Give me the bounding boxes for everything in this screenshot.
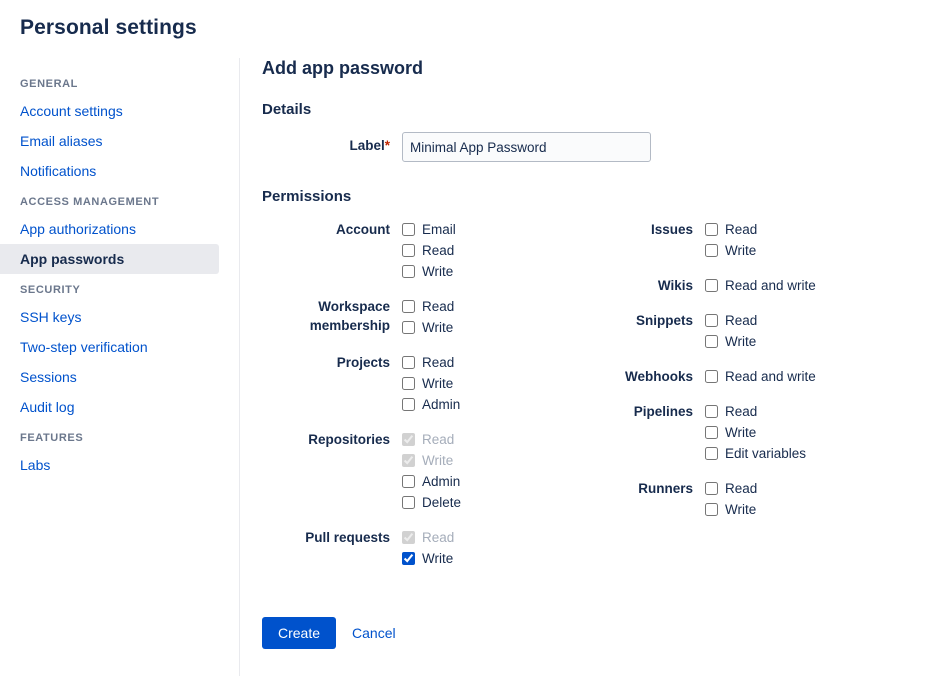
permission-options: [705, 219, 895, 261]
checkbox-label-account-read: Read: [422, 243, 455, 258]
permission-group-label: Repositories: [308, 432, 390, 447]
checkbox-issues-read[interactable]: [705, 223, 718, 236]
checkbox-label-issues-read: Read: [725, 222, 758, 237]
label-input[interactable]: [402, 132, 651, 162]
sidebar-item-labs[interactable]: Labs: [20, 457, 51, 473]
checkbox-snippets-read[interactable]: [705, 314, 718, 327]
label-field-label: [262, 132, 402, 153]
permission-group: [595, 401, 895, 464]
checkbox-label-runners-read: Read: [725, 481, 758, 496]
permission-option-row: [705, 275, 895, 296]
sidebar-group-title: SECURITY: [20, 284, 81, 296]
checkbox-repositories-write: [402, 454, 415, 467]
cancel-button[interactable]: Cancel: [348, 617, 400, 649]
sidebar-item-app-passwords[interactable]: App passwords: [0, 244, 219, 274]
permission-group-label: Wikis: [657, 278, 693, 293]
checkbox-label-repositories-delete: Delete: [422, 495, 462, 510]
checkbox-wikis-read-and-write[interactable]: [705, 279, 718, 292]
permission-group-label: Runners: [638, 481, 693, 496]
label-field-text: Label: [349, 138, 385, 153]
permission-options: [705, 310, 895, 352]
sidebar-group-title: FEATURES: [20, 432, 84, 444]
permissions-column-left: [262, 219, 595, 583]
permission-option-row: [705, 478, 895, 499]
checkbox-label-projects-read: Read: [422, 355, 455, 370]
form-actions: [262, 617, 916, 649]
checkbox-label-pull-requests-write: Write: [422, 551, 454, 566]
permission-option-row: [402, 450, 595, 471]
checkbox-runners-read[interactable]: [705, 482, 718, 495]
checkbox-label-pipelines-edit-variables: Edit variables: [725, 446, 807, 461]
sidebar-item-app-authorizations[interactable]: App authorizations: [20, 221, 136, 237]
checkbox-label-pipelines-read: Read: [725, 404, 758, 419]
checkbox-label-runners-write: Write: [725, 502, 757, 517]
permission-group: [262, 352, 595, 415]
required-asterisk: *: [384, 138, 390, 153]
permission-group: [595, 275, 895, 296]
checkbox-runners-write[interactable]: [705, 503, 718, 516]
permission-group-label: Account: [336, 222, 390, 237]
permission-option-row: [402, 219, 595, 240]
details-section-title: Details: [262, 101, 312, 118]
permission-option-row: [705, 443, 895, 464]
checkbox-repositories-delete[interactable]: [402, 496, 415, 509]
permission-options: [402, 352, 595, 415]
permission-group-label: Pull requests: [305, 530, 390, 545]
permission-group-label: Snippets: [635, 313, 693, 328]
permission-option-row: [402, 261, 595, 282]
permission-group: [262, 296, 595, 338]
checkbox-label-webhooks-read-and-write: Read and write: [725, 369, 816, 384]
checkbox-account-write[interactable]: [402, 265, 415, 278]
checkbox-label-pull-requests-read: Read: [422, 530, 455, 545]
permission-option-row: [402, 352, 595, 373]
permissions-column-right: [595, 219, 895, 583]
permission-group: [262, 527, 595, 569]
permission-option-row: [402, 373, 595, 394]
checkbox-projects-admin[interactable]: [402, 398, 415, 411]
permission-group: [262, 219, 595, 282]
checkbox-label-repositories-write: Write: [422, 453, 454, 468]
permission-group-label: Issues: [650, 222, 693, 237]
permission-options: [705, 401, 895, 464]
sidebar-item-account-settings[interactable]: Account settings: [20, 103, 123, 119]
details-section: [262, 101, 916, 162]
permission-option-row: [402, 317, 595, 338]
permissions-section-title: Permissions: [262, 188, 352, 205]
permission-options: [402, 219, 595, 282]
sidebar-groups: [0, 68, 239, 480]
permission-options: [402, 527, 595, 569]
permission-option-row: [705, 366, 895, 387]
checkbox-label-snippets-read: Read: [725, 313, 758, 328]
checkbox-snippets-write[interactable]: [705, 335, 718, 348]
checkbox-repositories-admin[interactable]: [402, 475, 415, 488]
checkbox-label-repositories-admin: Admin: [422, 474, 461, 489]
permission-group-label: Workspace membership: [309, 299, 390, 333]
checkbox-label-issues-write: Write: [725, 243, 757, 258]
sidebar-group-title: GENERAL: [20, 78, 78, 90]
permission-option-row: [705, 422, 895, 443]
checkbox-label-account-email: Email: [422, 222, 456, 237]
permissions-section: [262, 188, 916, 583]
label-field-row: [262, 132, 916, 162]
permission-group: [595, 366, 895, 387]
checkbox-account-read[interactable]: [402, 244, 415, 257]
permission-group-label: Pipelines: [633, 404, 693, 419]
permission-option-row: [705, 331, 895, 352]
checkbox-label-wikis-read-and-write: Read and write: [725, 278, 816, 293]
sidebar-group-title: ACCESS MANAGEMENT: [20, 196, 160, 208]
checkbox-projects-write[interactable]: [402, 377, 415, 390]
settings-sidebar: [0, 58, 240, 676]
permission-options: [705, 366, 895, 387]
permission-group-label: Webhooks: [624, 369, 693, 384]
checkbox-account-email[interactable]: [402, 223, 415, 236]
checkbox-webhooks-read-and-write[interactable]: [705, 370, 718, 383]
checkbox-workspace-membership-read[interactable]: [402, 300, 415, 313]
page-title: Personal settings: [20, 16, 197, 39]
permissions-columns: [262, 219, 916, 583]
sidebar-item-sessions[interactable]: Sessions: [20, 369, 77, 385]
sidebar-item-notifications[interactable]: Notifications: [20, 163, 97, 179]
permission-group: [595, 310, 895, 352]
permission-option-row: [402, 240, 595, 261]
permission-option-row: [705, 499, 895, 520]
permission-option-row: [402, 492, 595, 513]
sidebar-item-email-aliases[interactable]: Email aliases: [20, 133, 103, 149]
checkbox-label-snippets-write: Write: [725, 334, 757, 349]
checkbox-label-repositories-read: Read: [422, 432, 455, 447]
checkbox-label-workspace-membership-read: Read: [422, 299, 455, 314]
permission-options: [705, 275, 895, 296]
main-content: [240, 58, 936, 676]
permission-options: [402, 296, 595, 338]
permission-option-row: [402, 548, 595, 569]
permission-options: [402, 429, 595, 513]
permission-group: [595, 478, 895, 520]
checkbox-pipelines-edit-variables[interactable]: [705, 447, 718, 460]
checkbox-label-account-write: Write: [422, 264, 454, 279]
permission-group: [262, 429, 595, 513]
permission-option-row: [402, 429, 595, 450]
create-button[interactable]: Create: [262, 617, 336, 649]
checkbox-issues-write[interactable]: [705, 244, 718, 257]
permission-option-row: [705, 240, 895, 261]
permission-option-row: [402, 394, 595, 415]
sidebar-item-ssh-keys[interactable]: SSH keys: [20, 309, 82, 325]
permission-option-row: [402, 471, 595, 492]
checkbox-pull-requests-read: [402, 531, 415, 544]
sidebar-item-two-step-verification[interactable]: Two-step verification: [20, 339, 148, 355]
permission-option-row: [705, 310, 895, 331]
checkbox-pull-requests-write[interactable]: [402, 552, 415, 565]
page-body: [0, 58, 936, 676]
checkbox-repositories-read: [402, 433, 415, 446]
permission-option-row: [402, 296, 595, 317]
checkbox-label-pipelines-write: Write: [725, 425, 757, 440]
checkbox-projects-read[interactable]: [402, 356, 415, 369]
sidebar-item-audit-log[interactable]: Audit log: [20, 399, 75, 415]
checkbox-pipelines-read[interactable]: [705, 405, 718, 418]
form-heading: Add app password: [262, 58, 424, 78]
checkbox-label-workspace-membership-write: Write: [422, 320, 454, 335]
permission-group-label: Projects: [336, 355, 390, 370]
permission-group: [595, 219, 895, 261]
checkbox-workspace-membership-write[interactable]: [402, 321, 415, 334]
checkbox-pipelines-write[interactable]: [705, 426, 718, 439]
permission-option-row: [705, 219, 895, 240]
checkbox-label-projects-write: Write: [422, 376, 454, 391]
permission-option-row: [705, 401, 895, 422]
permission-option-row: [402, 527, 595, 548]
checkbox-label-projects-admin: Admin: [422, 397, 461, 412]
permission-options: [705, 478, 895, 520]
